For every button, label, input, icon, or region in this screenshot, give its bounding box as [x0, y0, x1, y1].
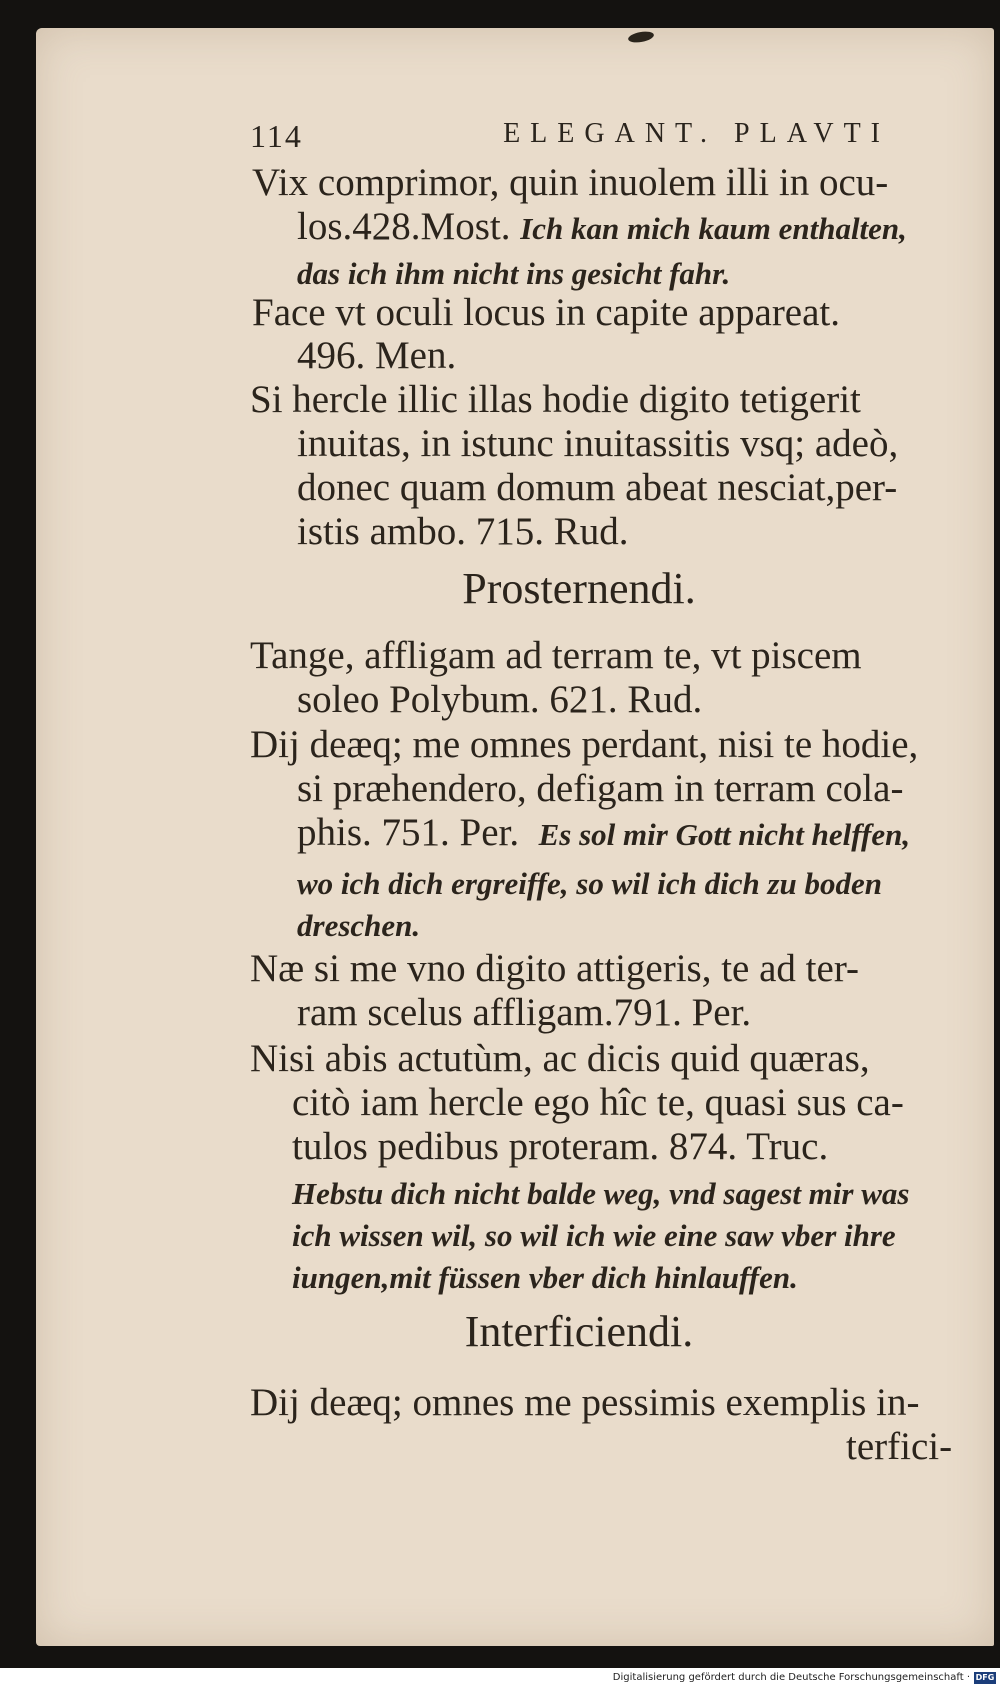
section-heading: Prosternendi.	[462, 564, 696, 613]
german-line: wo ich dich ergreiffe, so wil ich dich zu boden	[297, 866, 883, 901]
german-line: dreschen.	[297, 908, 421, 943]
german-line: ich wissen wil, so wil ich wie eine saw vber ihre	[292, 1218, 896, 1253]
german-line: Hebstu dich nicht balde weg, vnd sagest mir was	[292, 1176, 910, 1211]
running-head	[250, 118, 890, 155]
running-title: ELEGANT. PLAVTI	[503, 118, 890, 149]
text-line-german: Es sol mir Gott nicht helffen,	[538, 817, 911, 852]
text-line: si præhendero, defigam in terram cola-	[297, 767, 904, 810]
text-line: soleo Polybum. 621. Rud.	[297, 678, 703, 721]
text-line	[297, 204, 907, 249]
text-line: Dij deæq; omnes me pessimis exemplis in-	[250, 1381, 920, 1424]
text-line: Dij deæq; me omnes perdant, nisi te hodie,	[250, 723, 919, 766]
text-line: istis ambo. 715. Rud.	[297, 510, 629, 553]
catchword: terfici-	[846, 1425, 953, 1468]
text-line: Nisi abis actutùm, ac dicis quid quæras,	[250, 1037, 870, 1080]
dfg-logo: DFG	[975, 1673, 995, 1682]
text-line: Vix comprimor, quin inuolem illi in ocu-	[252, 161, 889, 204]
text-line: Si hercle illic illas hodie digito tetigerit	[250, 378, 861, 421]
page-number: 114	[250, 118, 303, 154]
text-line-latin: los.428.Most.	[297, 205, 521, 248]
german-line: iungen,mit füssen vber dich hinlauffen.	[292, 1260, 798, 1295]
text-line: tulos pedibus proteram. 874. Truc.	[292, 1125, 829, 1168]
text-line: inuitas, in istunc inuitassitis vsq; adeò,	[297, 422, 899, 465]
text-line: donec quam domum abeat nesciat,per-	[297, 466, 898, 509]
text-line: citò iam hercle ego hîc te, quasi sus ca-	[292, 1081, 904, 1124]
text-line: 496. Men.	[297, 334, 457, 377]
text-line: ram scelus affligam.791. Per.	[297, 991, 752, 1034]
german-line: das ich ihm nicht ins gesicht fahr.	[297, 256, 731, 291]
section-heading: Interficiendi.	[464, 1307, 694, 1356]
text-line: Face vt oculi locus in capite appareat.	[252, 291, 841, 334]
text-line	[297, 810, 910, 855]
text-line-german: Ich kan mich kaum enthalten,	[520, 211, 907, 246]
text-line-latin: phis. 751. Per.	[297, 811, 520, 854]
text-line: Næ si me vno digito attigeris, te ad ter-	[250, 947, 860, 990]
digitization-credit: Digitalisierung gefördert durch die Deutsche Forschungsgemeinschaft ·	[612, 1672, 970, 1683]
text-line: Tange, affligam ad terram te, vt piscem	[250, 634, 862, 677]
